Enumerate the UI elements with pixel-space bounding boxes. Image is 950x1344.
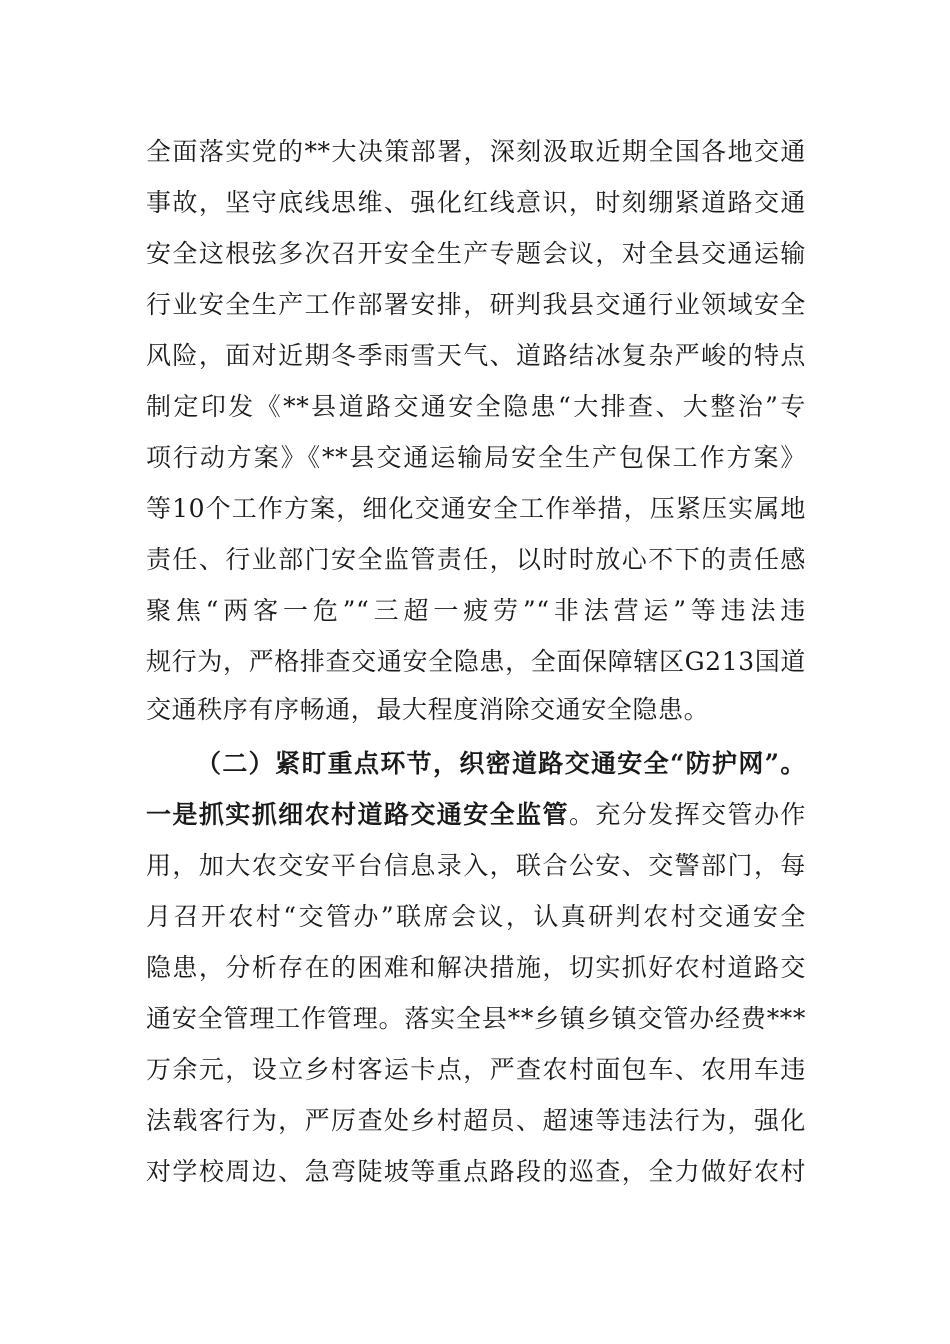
text-line <box>146 132 806 172</box>
text-run: 安全这根弦多次召开安全生产专题会议，对全县交通运输 <box>146 239 806 268</box>
section-heading <box>196 744 806 784</box>
text-line <box>146 591 806 631</box>
text-line <box>146 846 806 886</box>
text-run: 法载客行为，严厉查处乡村超员、超速等违法行为，强化 <box>146 1106 806 1135</box>
text-line <box>146 183 806 223</box>
bold-text-run: 一是抓实抓细农村道路交通安全监管 <box>146 800 569 829</box>
bold-text-run: （二）紧盯重点环节，织密道路交通安全“防护网”。 <box>196 749 806 778</box>
text-run: 隐患，分析存在的困难和解决措施，切实抓好农村道路交 <box>146 953 806 982</box>
text-run: 月召开农村“交管办”联席会议，认真研判农村交通安全 <box>146 902 806 931</box>
text-run: 聚焦“两客一危”“三超一疲劳”“非法营运”等违法违 <box>146 596 806 625</box>
text-run: 行业安全生产工作部署安排，研判我县交通行业领域安全 <box>146 290 806 319</box>
text-line <box>146 1050 806 1090</box>
text-line <box>146 897 806 937</box>
text-run: 。充分发挥交管办作 <box>568 800 806 829</box>
text-line <box>146 540 806 580</box>
text-line <box>146 1152 806 1192</box>
text-run: 制定印发《**县道路交通安全隐患“大排查、大整治”专 <box>146 392 806 421</box>
text-run: 对学校周边、急弯陡坡等重点路段的巡查，全力做好农村 <box>146 1157 806 1186</box>
text-line <box>146 795 806 835</box>
text-line <box>146 438 806 478</box>
text-run: 项行动方案》《**县交通运输局安全生产包保工作方案》 <box>146 443 806 472</box>
text-run: 等10个工作方案，细化交通安全工作举措，压紧压实属地 <box>146 494 806 523</box>
text-line <box>146 1101 806 1141</box>
text-line <box>146 948 806 988</box>
text-line <box>146 642 806 682</box>
text-run: 交通秩序有序畅通，最大程度消除交通安全隐患。 <box>146 695 710 724</box>
text-line <box>146 999 806 1039</box>
text-line <box>146 234 806 274</box>
text-line <box>146 336 806 376</box>
text-run: 事故，坚守底线思维、强化红线意识，时刻绷紧道路交通 <box>146 188 806 217</box>
text-line <box>146 285 806 325</box>
text-run: 全面落实党的**大决策部署，深刻汲取近期全国各地交通 <box>146 137 806 166</box>
text-run: 万余元，设立乡村客运卡点，严查农村面包车、农用车违 <box>146 1055 806 1084</box>
text-run: 通安全管理工作管理。落实全县**乡镇乡镇交管办经费*** <box>146 1004 806 1033</box>
text-line <box>146 489 806 529</box>
text-run: 风险，面对近期冬季雨雪天气、道路结冰复杂严峻的特点 <box>146 341 806 370</box>
text-line <box>146 387 806 427</box>
text-run: 规行为，严格排查交通安全隐患，全面保障辖区G213国道 <box>146 647 806 676</box>
text-run: 责任、行业部门安全监管责任，以时时放心不下的责任感 <box>146 545 806 574</box>
text-run: 用，加大农交安平台信息录入，联合公安、交警部门，每 <box>146 851 806 880</box>
text-line <box>146 690 806 730</box>
